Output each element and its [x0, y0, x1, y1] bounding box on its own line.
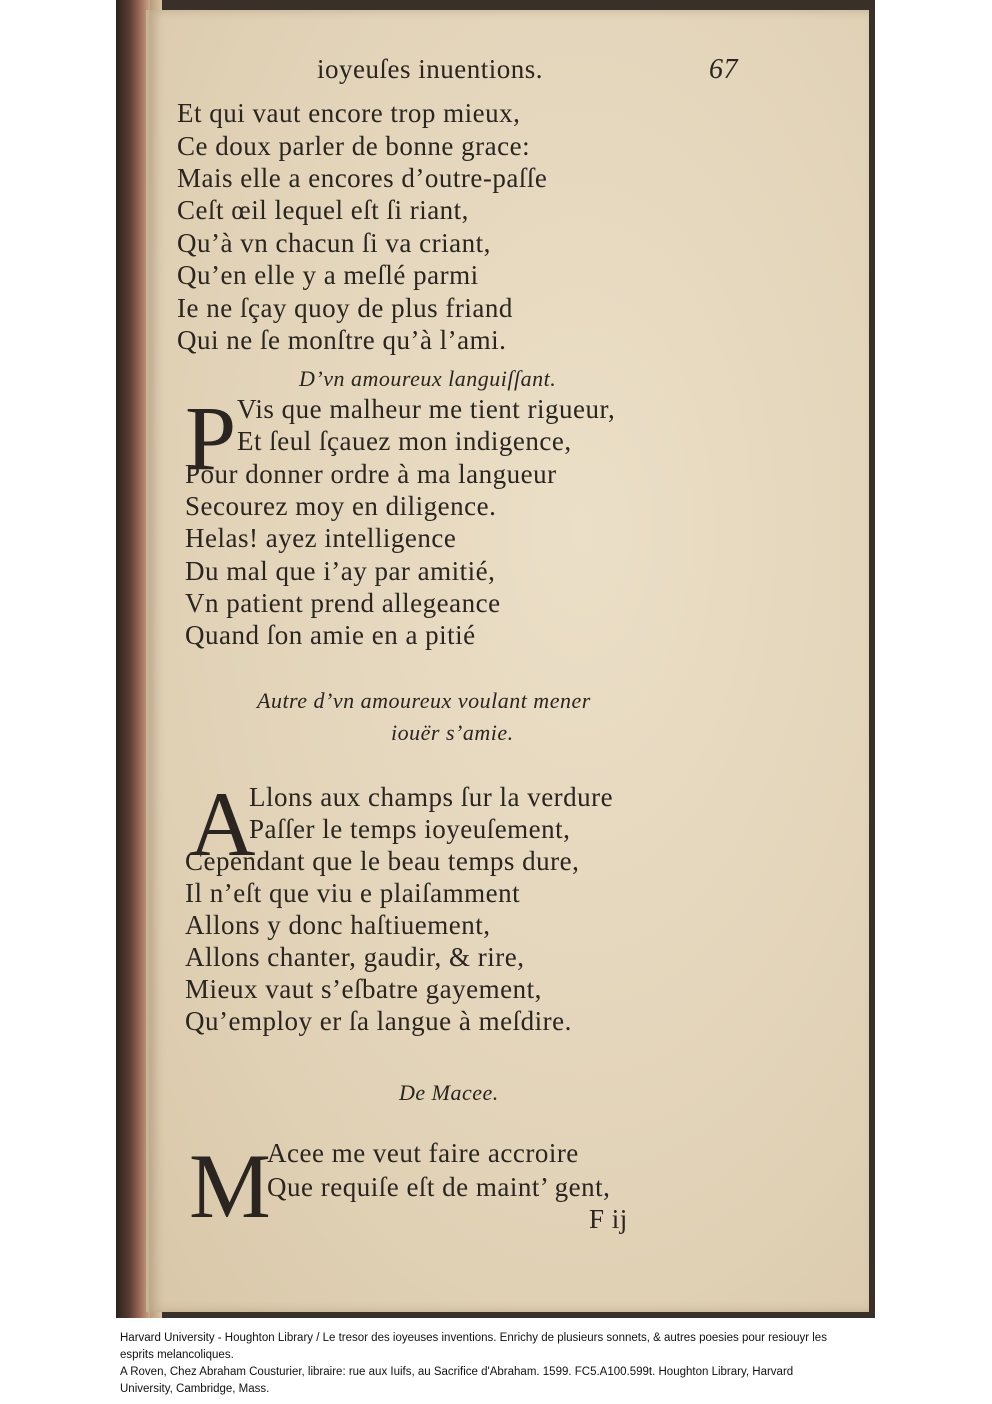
poem-line: Cependant que le beau temps dure, — [185, 846, 580, 876]
drop-cap: M — [189, 1135, 271, 1237]
signature-mark: F ij — [589, 1204, 628, 1234]
poem-line: Quand ſon amie en a pitié — [185, 620, 476, 650]
citation-line: A Roven, Chez Abraham Cousturier, libraire: rue aux Iuifs, au Sacrifice d'Abraham. 1599. FC5.A100.599t. Houghton Library, Harvard — [120, 1366, 794, 1378]
poem-line: Qui ne ſe monſtre qu’à l’ami. — [177, 325, 507, 355]
citation-footer — [120, 1330, 880, 1398]
poem-line: Mais elle a encores d’outre-paſſe — [177, 163, 548, 193]
poem-line: Ceſt œil lequel eſt ſi riant, — [177, 195, 469, 225]
book-page — [146, 10, 869, 1312]
poem-title: Autre d’vn amoureux voulant mener — [257, 688, 591, 713]
poem-line: Ie ne ſçay quoy de plus friand — [177, 293, 513, 323]
poem-line: Allons chanter, gaudir, & rire, — [185, 942, 525, 972]
page-number: 67 — [709, 54, 738, 85]
poem-line: Et qui vaut encore trop mieux, — [177, 98, 521, 128]
poem-line: Helas! ayez intelligence — [185, 523, 457, 553]
poem-line: Il n’eſt que viu e plaiſamment — [185, 878, 521, 908]
citation-line: Harvard University - Houghton Library / Le tresor des ioyeuses inventions. Enrichy de plusieurs sonnets, & autres poesies pour resiouyr les — [120, 1332, 827, 1344]
drop-cap: P — [185, 387, 237, 489]
poem-line: Vn patient prend allegeance — [185, 588, 501, 618]
poem-line: Vis que malheur me tient rigueur, — [237, 394, 616, 424]
poem-line: Du mal que i’ay par amitié, — [185, 556, 496, 586]
poem-line: Llons aux champs ſur la verdure — [249, 782, 614, 812]
poem-line: Ce doux parler de bonne grace: — [177, 131, 531, 161]
citation-line: esprits melancoliques. — [120, 1349, 234, 1361]
running-head: ioyeuſes inuentions. — [317, 54, 543, 84]
poem-line: Paſſer le temps ioyeuſement, — [249, 814, 571, 844]
poem-title: D’vn amoureux languiſſant. — [299, 366, 557, 391]
poem-line: Que requiſe eſt de maint’ gent, — [267, 1172, 611, 1202]
poem-line: Qu’en elle y a meſlé parmi — [177, 260, 479, 290]
citation-line: University, Cambridge, Mass. — [120, 1383, 270, 1395]
poem-line: Qu’employ er ſa langue à meſdire. — [185, 1006, 572, 1036]
poem-line: Allons y donc haſtiuement, — [185, 910, 491, 940]
book-binding — [116, 0, 150, 1318]
poem-line: Et ſeul ſçauez mon indigence, — [237, 426, 572, 456]
poem-line: Mieux vaut s’eſbatre gayement, — [185, 974, 542, 1004]
book-scan — [116, 0, 875, 1318]
drop-cap: A — [189, 773, 256, 875]
poem-line: Pour donner ordre à ma langueur — [185, 459, 557, 489]
poem-title: De Macee. — [399, 1080, 499, 1105]
poem-line: Secourez moy en diligence. — [185, 491, 497, 521]
poem-line: Qu’à vn chacun ſi va criant, — [177, 228, 491, 258]
poem-title: iouër s’amie. — [391, 720, 514, 745]
poem-line: Acee me veut faire accroire — [267, 1138, 579, 1168]
